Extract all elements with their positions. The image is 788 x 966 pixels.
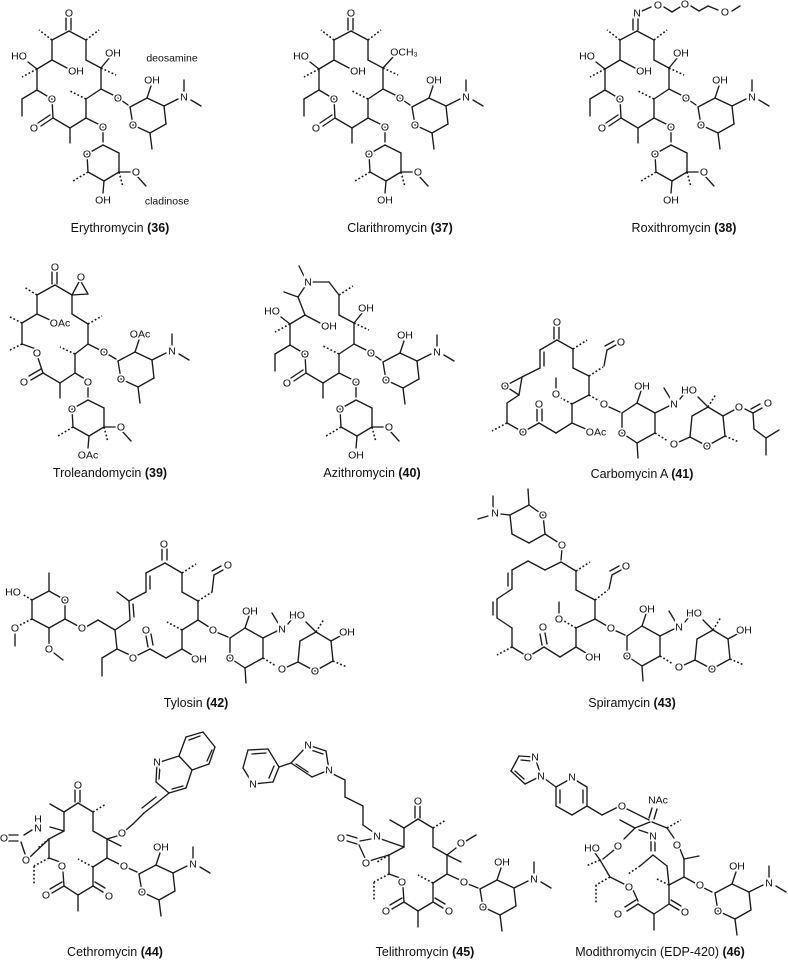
structure-roxithromycin: [579, 0, 769, 207]
atom-label: HO: [579, 50, 595, 63]
atom-label: OH: [712, 74, 728, 87]
atom-label: N: [670, 398, 678, 411]
compound-name: Spiramycin: [588, 696, 651, 710]
compound-name: Clarithromycin: [347, 221, 428, 235]
atom-label: O: [552, 316, 562, 329]
atom-label: O: [597, 122, 607, 135]
caption-roxithromycin: [632, 221, 737, 235]
atom-label: O: [699, 166, 709, 179]
atom-label: O: [47, 93, 57, 106]
atom-label: O: [0, 832, 9, 845]
caption-spiramycin: [588, 696, 676, 710]
atom-label: O: [329, 93, 339, 106]
compound-name: Cethromycin: [67, 945, 138, 959]
atom-label: N: [462, 91, 470, 104]
atom-label: O: [410, 119, 420, 132]
atom-label: N: [748, 91, 756, 104]
atom-label: OH: [377, 194, 393, 207]
atom-label: O: [713, 905, 723, 918]
structure-carbomycin-a: [492, 317, 779, 459]
atom-label: OH: [426, 74, 442, 87]
atom-label: O: [720, 6, 730, 19]
atom-label: HO: [264, 305, 280, 318]
atom-label: O: [695, 879, 705, 892]
atom-label: O: [674, 661, 684, 674]
atom-label: OH: [339, 626, 355, 639]
compound-number: (46): [722, 945, 745, 959]
atom-label: HO: [289, 609, 305, 622]
atom-label: N: [433, 346, 441, 359]
atom-label: O: [680, 0, 690, 11]
atom-label: N: [180, 91, 188, 104]
compound-name: Tylosin: [163, 696, 203, 710]
atom-label: HO: [5, 586, 21, 599]
atom-label: N: [675, 621, 683, 634]
atom-label: O: [650, 148, 660, 161]
atom-label: O: [478, 901, 488, 914]
atom-label: OH: [729, 860, 745, 873]
compound-number: (42): [206, 696, 229, 710]
atom-label: OCH₃: [390, 46, 418, 59]
atom-label: O: [669, 438, 679, 451]
atom-label: OH: [494, 856, 510, 869]
atom-label: OH: [350, 65, 366, 78]
atom-label: O: [64, 7, 74, 20]
atom-label: O: [29, 122, 39, 135]
atom-label: N: [649, 830, 657, 843]
atom-label: OH: [358, 302, 374, 315]
atom-label: O: [77, 622, 87, 635]
atom-label: O: [381, 374, 391, 387]
compound-number: (43): [653, 696, 676, 710]
atom-label: O: [523, 651, 533, 664]
atom-label: O: [666, 121, 676, 134]
atom-label: O: [282, 377, 292, 390]
atom-label: O: [384, 421, 394, 434]
atom-label: OH: [585, 651, 601, 664]
atom-label: O: [413, 166, 423, 179]
compound-number: (37): [430, 221, 453, 235]
atom-label: O: [680, 906, 690, 919]
atom-label: O: [413, 795, 423, 808]
atom-label: O: [223, 559, 233, 572]
atom-label: O: [351, 376, 361, 389]
atom-label: O: [707, 663, 717, 676]
compound-number: (44): [140, 945, 163, 959]
atom-label: O: [622, 650, 632, 663]
caption-erythromycin: [71, 221, 170, 235]
atom-label: O: [395, 92, 405, 105]
atom-label: N: [633, 7, 641, 20]
atom-label: cladinose: [144, 195, 190, 208]
atom-label: N: [765, 877, 773, 890]
caption-azithromycin: [323, 466, 420, 480]
atom-label: O: [57, 860, 67, 873]
structure-modithromycin: [511, 752, 786, 936]
atom-label: O: [41, 889, 51, 902]
caption-clarithromycin: [347, 221, 453, 235]
atom-label: O: [82, 148, 92, 161]
atom-label: OH: [144, 74, 160, 87]
atom-label: O: [225, 652, 235, 665]
compound-number: (40): [398, 466, 421, 480]
atom-label: OH: [95, 194, 111, 207]
structure-cethromycin: [0, 732, 215, 916]
atom-label: O: [98, 121, 108, 134]
atom-label: O: [76, 271, 86, 284]
caption-cethromycin: [67, 945, 163, 959]
atom-label: OH: [663, 194, 679, 207]
atom-label: O: [554, 613, 564, 626]
atom-label: O: [653, 0, 663, 12]
atom-label: O: [119, 860, 129, 873]
atom-label: O: [617, 427, 627, 440]
atom-label: O: [551, 388, 561, 401]
atom-label: O: [336, 832, 346, 845]
structure-tylosin: [5, 539, 355, 684]
atom-label: OH: [321, 320, 337, 333]
atom-label: N: [530, 873, 538, 886]
atom-label: O: [456, 837, 466, 850]
caption-troleandomycin: [53, 466, 167, 480]
atom-label: O: [116, 373, 126, 386]
atom-label: O: [606, 622, 616, 635]
atom-label: N: [304, 276, 312, 289]
compound-name: Telithromycin: [375, 945, 449, 959]
atom-label: N: [537, 770, 545, 783]
atom-label: O: [364, 148, 374, 161]
atom-label: O: [616, 336, 626, 349]
atom-label: O: [681, 92, 691, 105]
atom-label: OH: [105, 47, 121, 60]
atom-label: O: [208, 624, 218, 637]
atom-label: N: [325, 764, 333, 777]
atom-label: O: [311, 122, 321, 135]
atom-label: OH: [636, 65, 652, 78]
atom-label: O: [116, 421, 126, 434]
atom-label: N: [34, 822, 42, 835]
atom-label: OAc: [49, 317, 71, 330]
compound-name: Roxithromycin: [631, 221, 711, 235]
atom-label: O: [44, 643, 54, 656]
atom-label: O: [696, 119, 706, 132]
atom-label: N: [531, 751, 539, 764]
compound-number: (45): [452, 945, 475, 959]
atom-label: O: [310, 665, 320, 678]
atom-label: O: [128, 652, 138, 665]
atom-label: N: [491, 507, 499, 520]
atom-label: O: [128, 119, 138, 132]
atom-label: N: [278, 623, 286, 636]
atom-label: OH: [397, 329, 413, 342]
compound-name: Azithromycin: [323, 466, 395, 480]
atom-label: HO: [686, 607, 702, 620]
atom-label: O: [444, 905, 454, 918]
atom-label: O: [624, 881, 634, 894]
compound-name: Modithromycin (EDP-420): [575, 945, 720, 959]
atom-label: O: [159, 538, 169, 551]
atom-label: O: [19, 376, 29, 389]
atom-label: OH: [348, 449, 364, 462]
atom-label: N: [168, 345, 176, 358]
atom-label: OH: [673, 47, 689, 60]
atom-label: O: [557, 539, 567, 552]
atom-label: O: [277, 663, 287, 676]
compound-name: Erythromycin: [70, 221, 144, 235]
atom-label: O: [10, 622, 20, 635]
atom-label: OAc: [585, 426, 607, 439]
atom-label: OH: [242, 605, 258, 618]
atom-label: N: [304, 739, 312, 752]
atom-label: N: [249, 778, 257, 791]
atom-label: O: [534, 398, 544, 411]
atom-label: OAc: [129, 328, 151, 341]
compound-number: (39): [144, 466, 168, 480]
atom-label: O: [518, 426, 528, 439]
atom-label: O: [131, 166, 141, 179]
atom-label: OH: [634, 380, 650, 393]
atom-label: HO: [681, 384, 697, 397]
atom-label: O: [538, 509, 548, 522]
atom-label: O: [702, 440, 712, 453]
compound-name: Carbomycin A: [590, 467, 668, 481]
atom-label: O: [67, 403, 77, 416]
atom-label: HO: [293, 50, 309, 63]
atom-label: O: [113, 92, 123, 105]
atom-label: O: [60, 594, 70, 607]
atom-label: N: [189, 858, 197, 871]
compound-number: (38): [714, 221, 737, 235]
atom-label: O: [397, 876, 407, 889]
structure-telithromycin: [243, 740, 551, 932]
atom-label: O: [73, 779, 83, 792]
atom-label: deosamine: [146, 52, 198, 65]
atom-label: O: [381, 905, 391, 918]
atom-label: O: [621, 560, 631, 573]
atom-label: O: [335, 403, 345, 416]
atom-label: OAc: [77, 449, 99, 462]
structure-erythromycin: [11, 8, 201, 208]
atom-label: O: [500, 380, 510, 393]
atom-label: O: [50, 261, 60, 274]
atom-label: O: [99, 346, 109, 359]
atom-label: O: [117, 827, 127, 840]
atom-label: NAc: [648, 794, 668, 807]
atom-label: HO: [11, 50, 27, 63]
atom-label: O: [613, 908, 623, 921]
atom-label: O: [361, 857, 371, 870]
atom-label: N: [373, 830, 381, 843]
atom-label: O: [763, 397, 773, 410]
atom-label: O: [459, 876, 469, 889]
atom-label: O: [613, 840, 623, 853]
atom-label: N: [568, 771, 576, 784]
atom-label: O: [599, 398, 609, 411]
atom-label: O: [83, 376, 93, 389]
structure-azithromycin: [264, 266, 454, 462]
atom-label: O: [615, 93, 625, 106]
atom-label: O: [366, 347, 376, 360]
atom-label: O: [617, 800, 627, 813]
atom-label: O: [672, 839, 682, 852]
atom-label: OH: [191, 653, 207, 666]
atom-label: H: [34, 813, 42, 826]
atom-label: OH: [639, 603, 655, 616]
compound-number: (41): [671, 467, 694, 481]
caption-carbomycin-a: [591, 467, 694, 481]
caption-telithromycin: [376, 945, 475, 959]
atom-label: OH: [736, 624, 752, 637]
atom-label: O: [380, 121, 390, 134]
atom-label: N: [153, 756, 161, 769]
atom-label: HO: [584, 842, 600, 855]
structure-spiramycin: [478, 489, 752, 681]
atom-label: O: [141, 624, 151, 637]
atom-label: O: [538, 621, 548, 634]
atom-label: O: [32, 347, 42, 360]
atom-label: OH: [153, 841, 169, 854]
atom-label: O: [104, 890, 114, 903]
atom-label: O: [21, 854, 31, 867]
atom-label: OH: [68, 65, 84, 78]
caption-tylosin: [164, 696, 229, 710]
atom-label: O: [137, 886, 147, 899]
atom-label: O: [346, 7, 356, 20]
structure-clarithromycin: [293, 8, 483, 207]
caption-modithromycin: [575, 945, 745, 959]
compound-name: Troleandomycin: [52, 466, 142, 480]
compound-number: (36): [147, 221, 170, 235]
atom-label: O: [734, 401, 744, 414]
structure-troleandomycin: [8, 262, 189, 462]
atom-label: O: [300, 348, 310, 361]
